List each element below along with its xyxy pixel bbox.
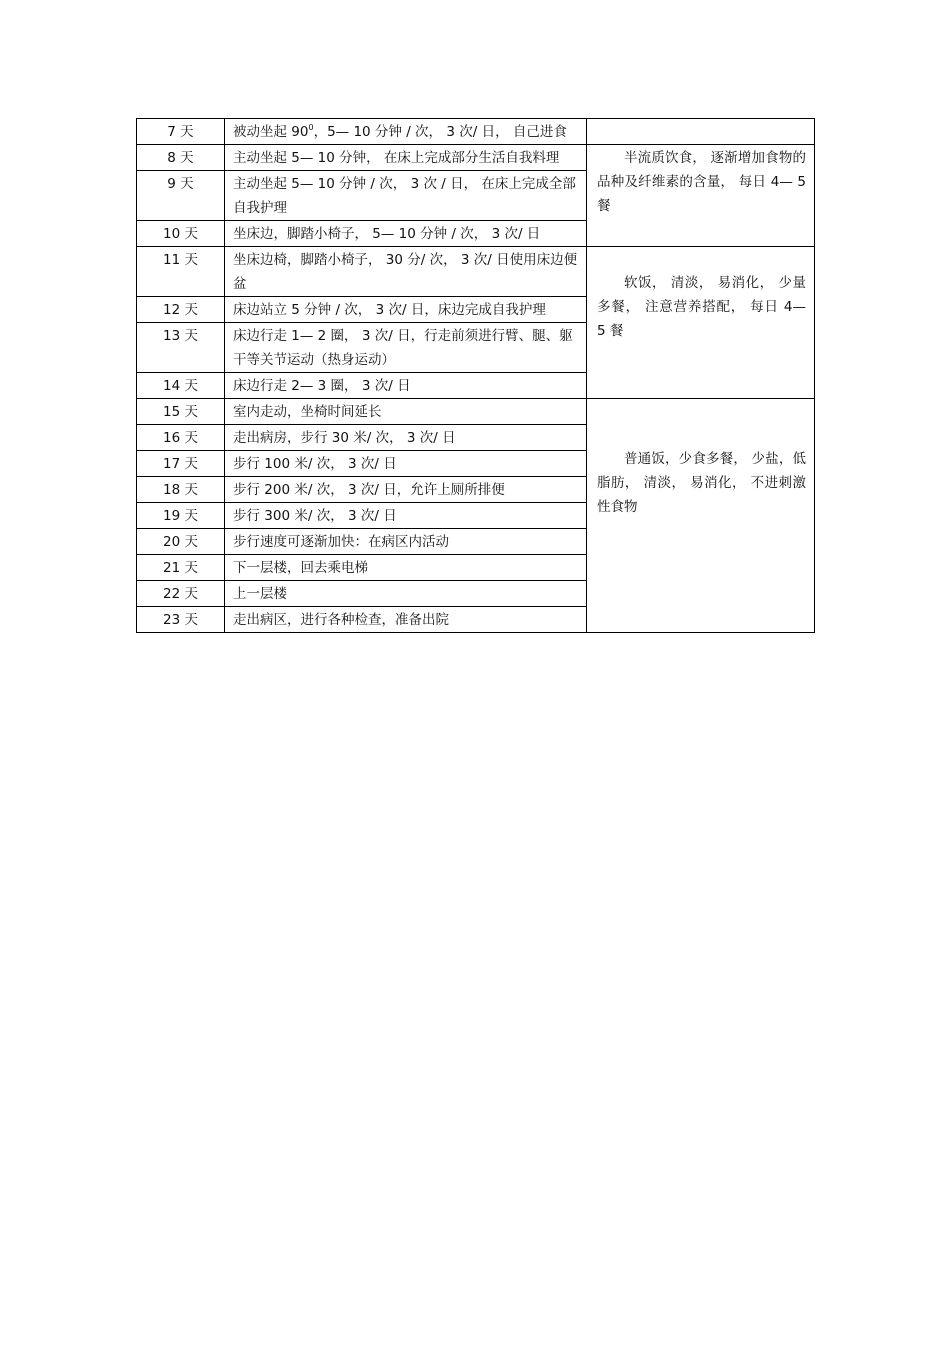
activity-cell: 床边行走 1— 2 圈， 3 次/ 日，行走前须进行臂、腿、躯干等关节运动（热身运动） [225, 323, 587, 373]
activity-cell: 坐床边椅，脚踏小椅子， 30 分/ 次， 3 次/ 日使用床边便盆 [225, 247, 587, 297]
diet-cell-regular-rice: 普通饭，少食多餐， 少盐，低脂肪， 清淡， 易消化， 不进刺激性食物 [587, 399, 815, 633]
diet-cell-soft-rice: 软饭， 清淡， 易消化， 少量多餐， 注意营养搭配， 每日 4— 5 餐 [587, 247, 815, 399]
table-row [137, 119, 815, 145]
day-cell: 16 天 [137, 425, 225, 451]
activity-cell: 步行 200 米/ 次， 3 次/ 日，允许上厕所排便 [225, 477, 587, 503]
day-cell: 14 天 [137, 373, 225, 399]
day-cell: 15 天 [137, 399, 225, 425]
activity-cell: 步行速度可逐渐加快：在病区内活动 [225, 529, 587, 555]
day-cell: 17 天 [137, 451, 225, 477]
table-row [137, 247, 815, 297]
activity-cell: 步行 300 米/ 次， 3 次/ 日 [225, 503, 587, 529]
day-cell: 23 天 [137, 607, 225, 633]
day-cell: 12 天 [137, 297, 225, 323]
activity-cell: 室内走动，坐椅时间延长 [225, 399, 587, 425]
day-cell: 18 天 [137, 477, 225, 503]
day-cell: 19 天 [137, 503, 225, 529]
table-row [137, 399, 815, 425]
activity-cell: 走出病区，进行各种检查，准备出院 [225, 607, 587, 633]
day-cell: 7 天 [137, 119, 225, 145]
diet-cell-empty [587, 119, 815, 145]
day-cell: 20 天 [137, 529, 225, 555]
activity-cell: 上一层楼 [225, 581, 587, 607]
recovery-schedule-table [136, 118, 815, 633]
diet-cell-semi-liquid: 半流质饮食， 逐渐增加食物的品种及纤维素的含量， 每日 4— 5 餐 [587, 145, 815, 247]
activity-cell: 被动坐起 $90^0$，5— 10 分钟 / 次， 3 次/ 日， 自己进食 [225, 119, 587, 145]
day-cell: 13 天 [137, 323, 225, 373]
day-cell: 11 天 [137, 247, 225, 297]
day-cell: 22 天 [137, 581, 225, 607]
day-cell: 8 天 [137, 145, 225, 171]
activity-cell: 走出病房，步行 30 米/ 次， 3 次/ 日 [225, 425, 587, 451]
activity-cell: 主动坐起 5— 10 分钟 / 次， 3 次 / 日， 在床上完成全部自我护理 [225, 171, 587, 221]
activity-cell: 下一层楼，回去乘电梯 [225, 555, 587, 581]
activity-cell: 主动坐起 5— 10 分钟， 在床上完成部分生活自我料理 [225, 145, 587, 171]
day-cell: 10 天 [137, 221, 225, 247]
day-cell: 21 天 [137, 555, 225, 581]
activity-cell: 床边行走 2— 3 圈， 3 次/ 日 [225, 373, 587, 399]
activity-cell: 床边站立 5 分钟 / 次， 3 次/ 日，床边完成自我护理 [225, 297, 587, 323]
activity-cell: 步行 100 米/ 次， 3 次/ 日 [225, 451, 587, 477]
day-cell: 9 天 [137, 171, 225, 221]
activity-cell: 坐床边，脚踏小椅子， 5— 10 分钟 / 次， 3 次/ 日 [225, 221, 587, 247]
table-row [137, 145, 815, 171]
